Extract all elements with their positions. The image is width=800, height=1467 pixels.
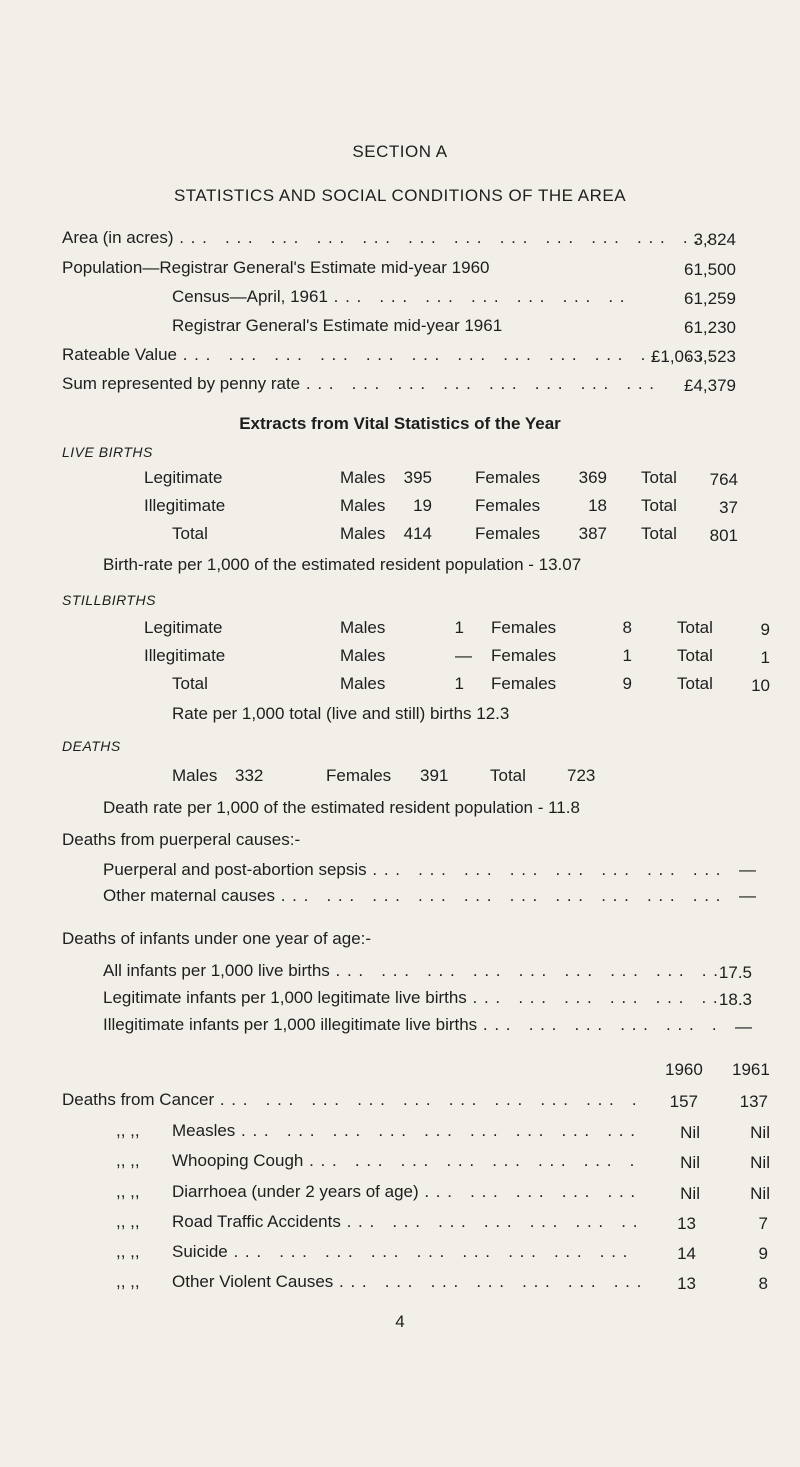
stillbirth-rate: Rate per 1,000 total (live and still) births 12.3 xyxy=(172,704,510,723)
total-value: 1 xyxy=(760,648,770,667)
page-number: 4 xyxy=(395,1312,405,1331)
legit-infants-label: Legitimate infants per 1,000 legitimate live births . . . xyxy=(103,988,723,1008)
males-value: 395 xyxy=(403,468,432,487)
ditto-mark: ,, ,, xyxy=(116,1182,140,1201)
females-label: Females xyxy=(475,496,541,515)
year-1960-header: 1960 xyxy=(665,1060,703,1079)
puerperal-sepsis-label: Puerperal and post-abortion sepsis . . . xyxy=(103,860,733,880)
males-value: 1 xyxy=(454,674,464,693)
males-value: 1 xyxy=(454,618,464,637)
females-value: 9 xyxy=(622,674,632,693)
value-1961: 8 xyxy=(758,1274,768,1293)
females-value: 8 xyxy=(622,618,632,637)
value-1960: Nil xyxy=(680,1153,700,1172)
rateable-label: Rateable Value . . . xyxy=(62,345,712,365)
puerperal-sepsis-value: — xyxy=(739,860,756,879)
population-value: 61,500 xyxy=(684,260,736,279)
cause-label: Whooping Cough . . . xyxy=(172,1151,642,1171)
cause-label: Measles . . . xyxy=(172,1121,642,1141)
other-maternal-label: Other maternal causes . . . xyxy=(103,886,733,906)
birth-rate: Birth-rate per 1,000 of the estimated resident population - 13.07 xyxy=(103,555,582,574)
row-label: Legitimate xyxy=(144,618,223,637)
legit-infants-value: 18.3 xyxy=(718,990,752,1009)
males-label: Males xyxy=(172,766,218,785)
females-value: 369 xyxy=(578,468,607,487)
females-label: Females xyxy=(491,646,557,665)
total-value: 9 xyxy=(760,620,770,639)
females-label: Females xyxy=(475,468,541,487)
value-1961: Nil xyxy=(750,1153,770,1172)
males-value: 414 xyxy=(403,524,432,543)
stillbirths-heading: STILLBIRTHS xyxy=(62,592,156,608)
extracts-title: Extracts from Vital Statistics of the Year xyxy=(239,414,561,433)
year-1961-header: 1961 xyxy=(732,1060,770,1079)
census-label: Census—April, 1961 . . . xyxy=(172,287,632,307)
area-value: 3,824 xyxy=(693,230,736,249)
females-label: Females xyxy=(475,524,541,543)
cause-label: Diarrhoea (under 2 years of age) . . . xyxy=(172,1182,642,1202)
value-1960: 157 xyxy=(669,1092,698,1111)
row-label: Total xyxy=(172,674,208,693)
penny-rate-value: £4,379 xyxy=(684,376,736,395)
males-label: Males xyxy=(340,524,386,543)
males-label: Males xyxy=(340,646,386,665)
row-label: Legitimate xyxy=(144,468,223,487)
deaths-females-value: 391 xyxy=(420,766,449,785)
population-label: Population—Registrar General's Estimate mid-year 1960 xyxy=(62,258,490,277)
deaths-heading: DEATHS xyxy=(62,738,121,754)
live-births-heading: LIVE BIRTHS xyxy=(62,444,153,460)
deaths-total-value: 723 xyxy=(567,766,596,785)
females-label: Females xyxy=(491,618,557,637)
all-infants-label: All infants per 1,000 live births . . . xyxy=(103,961,723,981)
cause-label: Other Violent Causes . . . xyxy=(172,1272,642,1292)
value-1960: Nil xyxy=(680,1184,700,1203)
total-value: 37 xyxy=(719,498,738,517)
value-1961: 137 xyxy=(739,1092,768,1111)
males-value: — xyxy=(455,646,472,665)
females-label: Females xyxy=(491,674,557,693)
females-value: 1 xyxy=(622,646,632,665)
total-label: Total xyxy=(677,674,713,693)
males-label: Males xyxy=(340,468,386,487)
section-title: SECTION A xyxy=(352,142,448,161)
ditto-mark: ,, ,, xyxy=(116,1212,140,1231)
value-1960: Nil xyxy=(680,1123,700,1142)
puerperal-heading: Deaths from puerperal causes:- xyxy=(62,830,301,849)
females-value: 18 xyxy=(588,496,607,515)
total-value: 764 xyxy=(709,470,738,489)
value-1960: 13 xyxy=(677,1274,696,1293)
males-value: 19 xyxy=(413,496,432,515)
census-value: 61,259 xyxy=(684,289,736,308)
value-1961: 7 xyxy=(758,1214,768,1233)
total-value: 10 xyxy=(751,676,770,695)
females-label: Females xyxy=(326,766,392,785)
total-label: Total xyxy=(641,524,677,543)
cause-label: Deaths from Cancer . . . xyxy=(62,1090,642,1110)
total-label: Total xyxy=(677,646,713,665)
total-label: Total xyxy=(641,468,677,487)
estimate-1961-label: Registrar General's Estimate mid-year 1961 xyxy=(172,316,503,335)
females-value: 387 xyxy=(578,524,607,543)
penny-rate-label: Sum represented by penny rate . . . xyxy=(62,374,662,394)
area-label: Area (in acres) . . . xyxy=(62,228,712,248)
ditto-mark: ,, ,, xyxy=(116,1121,140,1140)
other-maternal-value: — xyxy=(739,886,756,905)
infants-heading: Deaths of infants under one year of age:- xyxy=(62,929,372,948)
males-label: Males xyxy=(340,618,386,637)
total-value: 801 xyxy=(709,526,738,545)
illegit-infants-label: Illegitimate infants per 1,000 illegitimate live births . . . xyxy=(103,1015,723,1035)
total-label: Total xyxy=(677,618,713,637)
all-infants-value: 17.5 xyxy=(718,963,752,982)
males-label: Males xyxy=(340,496,386,515)
value-1960: 13 xyxy=(677,1214,696,1233)
cause-label: Suicide . . . xyxy=(172,1242,642,1262)
illegit-infants-value: — xyxy=(735,1017,752,1036)
value-1961: Nil xyxy=(750,1184,770,1203)
ditto-mark: ,, ,, xyxy=(116,1242,140,1261)
total-label: Total xyxy=(641,496,677,515)
main-title: STATISTICS AND SOCIAL CONDITIONS OF THE AREA xyxy=(173,186,627,205)
value-1961: 9 xyxy=(758,1244,768,1263)
deaths-males-value: 332 xyxy=(235,766,264,785)
males-label: Males xyxy=(340,674,386,693)
ditto-mark: ,, ,, xyxy=(116,1151,140,1170)
row-label: Illegitimate xyxy=(144,496,226,515)
cause-label: Road Traffic Accidents . . . xyxy=(172,1212,642,1232)
ditto-mark: ,, ,, xyxy=(116,1272,140,1291)
rateable-value: £1,063,523 xyxy=(650,347,736,366)
row-label: Total xyxy=(172,524,208,543)
death-rate: Death rate per 1,000 of the estimated resident population - 11.8 xyxy=(103,798,580,817)
total-label: Total xyxy=(490,766,526,785)
value-1960: 14 xyxy=(677,1244,696,1263)
value-1961: Nil xyxy=(750,1123,770,1142)
estimate-1961-value: 61,230 xyxy=(684,318,736,337)
row-label: Illegitimate xyxy=(144,646,226,665)
